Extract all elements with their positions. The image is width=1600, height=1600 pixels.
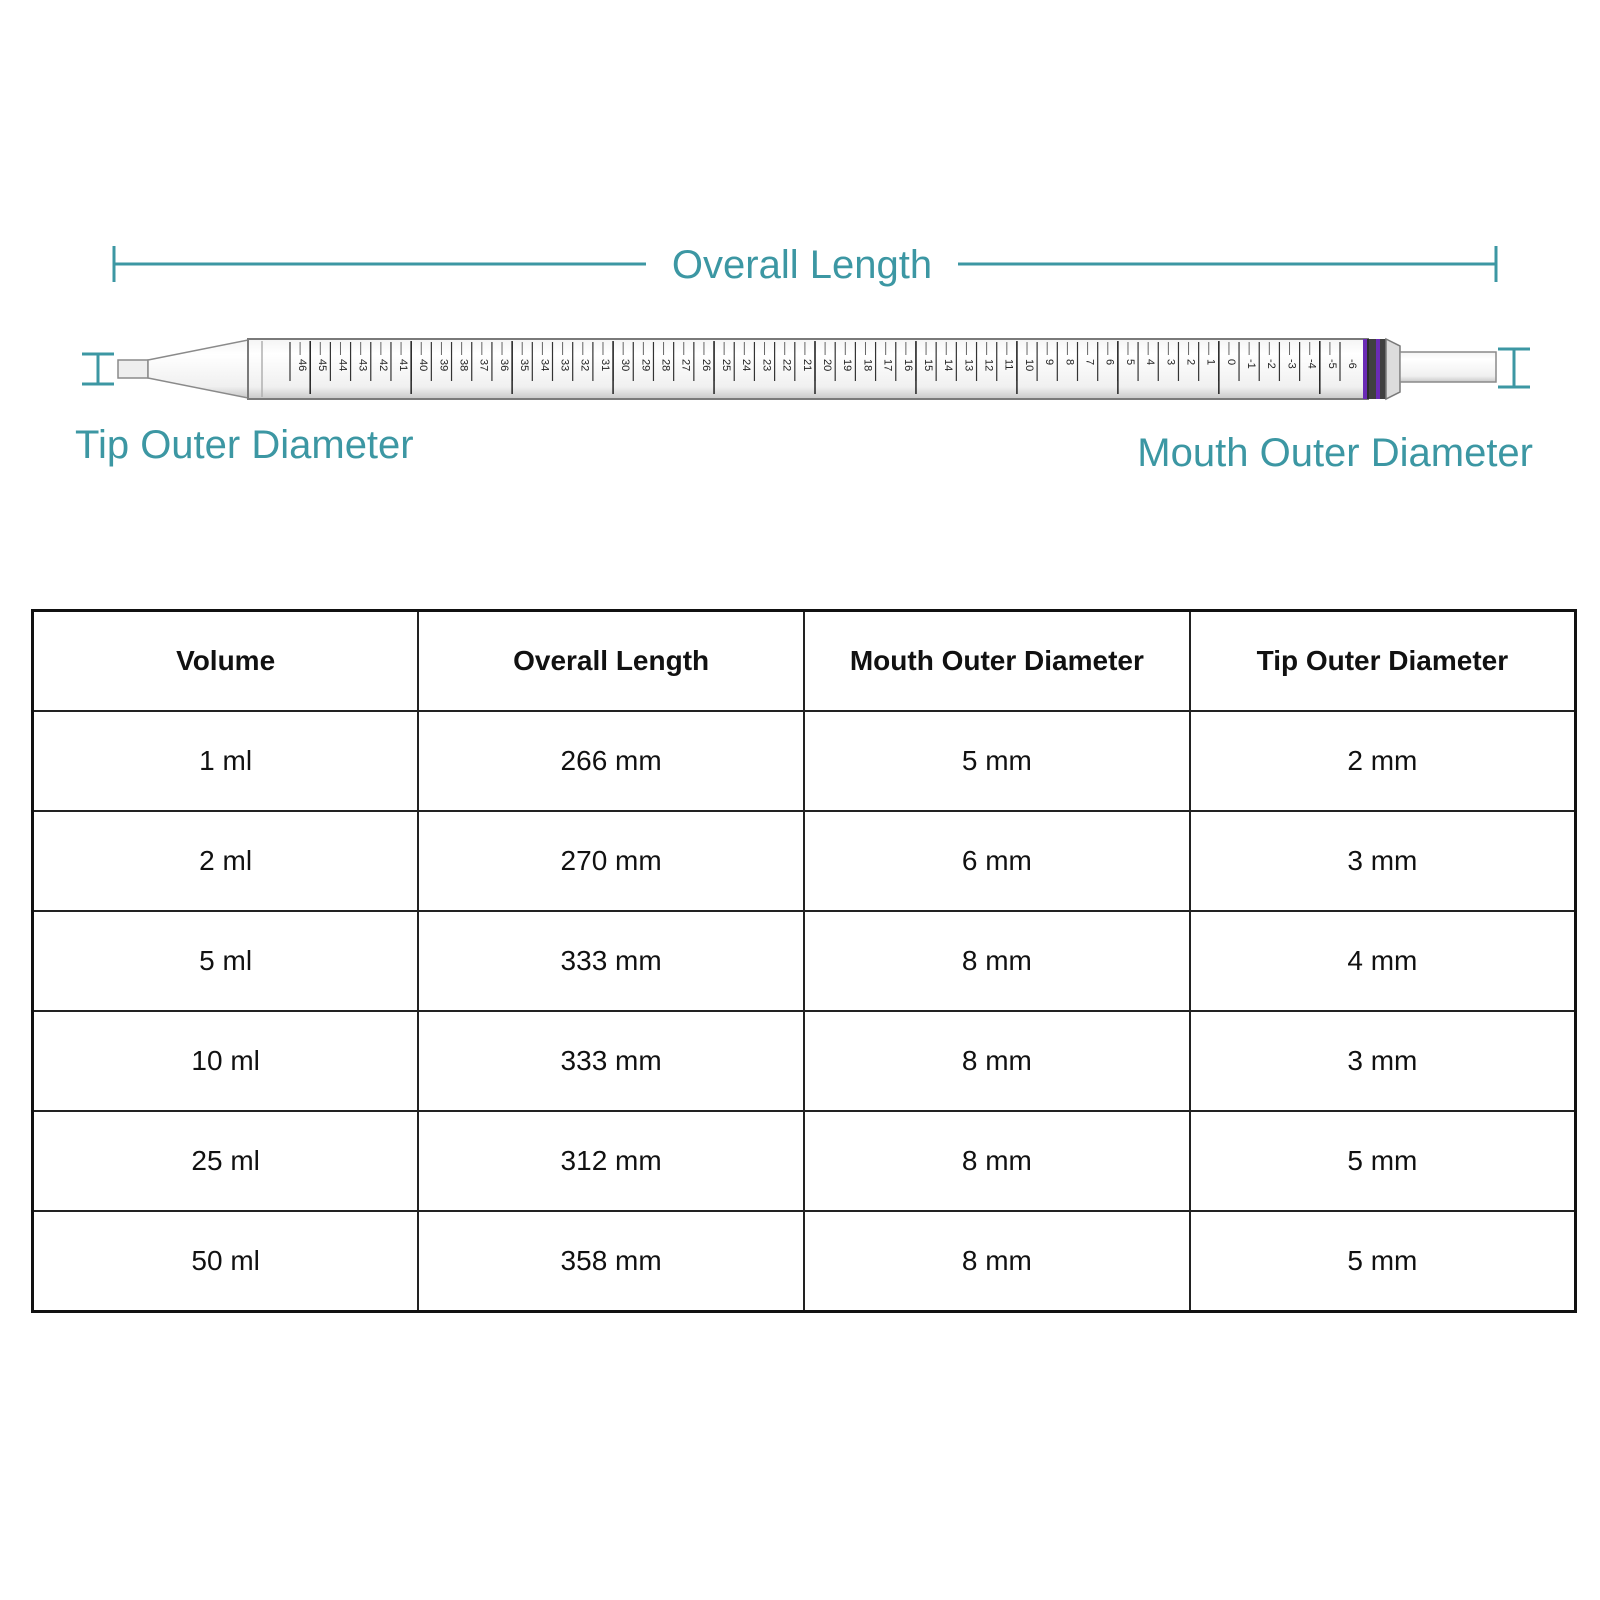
cell-volume: 25 ml (33, 1111, 419, 1211)
cell-overall-length: 270 mm (418, 811, 804, 911)
graduation-label: -2 (1265, 359, 1278, 369)
pipette-tip (118, 360, 148, 378)
cell-tip-diameter: 2 mm (1190, 711, 1576, 811)
header-tip-outer-diameter: Tip Outer Diameter (1190, 611, 1576, 712)
cell-tip-diameter: 3 mm (1190, 1011, 1576, 1111)
pipette-mouth (1400, 352, 1496, 382)
cell-overall-length: 312 mm (418, 1111, 804, 1211)
graduation-label: 30 (619, 359, 632, 372)
cell-tip-diameter: 5 mm (1190, 1211, 1576, 1312)
graduation-label: 39 (437, 359, 450, 372)
graduation-label: 44 (336, 359, 349, 372)
overall-length-label: Overall Length (671, 243, 933, 287)
cell-volume: 1 ml (33, 711, 419, 811)
cell-mouth-diameter: 8 mm (804, 1211, 1190, 1312)
tip-diameter-marker (82, 354, 114, 384)
graduation-label: 27 (679, 359, 692, 372)
graduation-label: 33 (558, 359, 571, 372)
cell-volume: 2 ml (33, 811, 419, 911)
graduation-label: 1 (1204, 359, 1217, 366)
graduation-label: 2 (1184, 359, 1197, 366)
graduation-label: -5 (1325, 359, 1338, 369)
graduation-label: 14 (942, 359, 955, 372)
graduation-label: 12 (982, 359, 995, 372)
graduation-label: 16 (901, 359, 914, 372)
cell-overall-length: 333 mm (418, 911, 804, 1011)
graduation-label: 34 (538, 359, 551, 372)
graduation-label: -1 (1245, 359, 1258, 369)
graduation-label: 5 (1123, 359, 1136, 366)
graduation-label: 29 (639, 359, 652, 372)
graduation-label: 26 (699, 359, 712, 372)
graduation-label: 21 (800, 359, 813, 372)
graduation-label: 17 (881, 359, 894, 372)
cell-tip-diameter: 5 mm (1190, 1111, 1576, 1211)
mouth-diameter-marker (1498, 349, 1530, 387)
pipette-shoulder (1386, 339, 1400, 399)
cell-overall-length: 358 mm (418, 1211, 804, 1312)
graduation-label: 6 (1103, 359, 1116, 366)
graduation-label: 37 (477, 359, 490, 372)
table-row (33, 911, 1576, 1011)
graduation-label: 7 (1083, 359, 1096, 366)
color-band-2 (1376, 339, 1380, 399)
graduation-label: 46 (296, 359, 308, 372)
graduation-label: 41 (396, 359, 409, 372)
color-band-1 (1363, 339, 1367, 399)
cell-tip-diameter: 4 mm (1190, 911, 1576, 1011)
specification-table (31, 609, 1577, 1313)
graduation-label: 10 (1022, 359, 1035, 372)
graduation-label: 20 (821, 359, 833, 372)
graduation-label: -3 (1285, 359, 1298, 369)
table-header-row (33, 611, 1576, 712)
table-row (33, 711, 1576, 811)
pipette (118, 339, 1496, 399)
graduation-label: -6 (1346, 359, 1358, 369)
graduation-label: 35 (518, 359, 531, 372)
graduation-label: 45 (316, 359, 329, 372)
mouth-diameter-label: Mouth Outer Diameter (1137, 431, 1533, 475)
graduation-label: -4 (1305, 359, 1318, 369)
graduation-label: 40 (417, 359, 430, 372)
graduation-label: 8 (1063, 359, 1076, 366)
graduation-label: 4 (1144, 359, 1157, 366)
graduation-label: 9 (1043, 359, 1056, 366)
graduation-label: 25 (720, 359, 733, 372)
graduation-label: 11 (1002, 359, 1015, 371)
graduation-label: 42 (376, 359, 389, 372)
header-volume: Volume (33, 611, 419, 712)
graduation-label: 13 (962, 359, 975, 372)
header-overall-length: Overall Length (418, 611, 804, 712)
cell-overall-length: 333 mm (418, 1011, 804, 1111)
table-row (33, 1011, 1576, 1111)
tip-diameter-label: Tip Outer Diameter (75, 423, 414, 467)
graduation-label: 3 (1164, 359, 1177, 366)
cell-mouth-diameter: 8 mm (804, 1111, 1190, 1211)
cell-mouth-diameter: 8 mm (804, 911, 1190, 1011)
graduation-label: 31 (598, 359, 611, 372)
pipette-taper (148, 340, 248, 398)
graduation-label: 32 (578, 359, 591, 372)
graduation-label: 22 (780, 359, 793, 372)
graduation-label: 15 (921, 359, 934, 372)
graduation-label: 19 (841, 359, 854, 372)
table-row (33, 811, 1576, 911)
cell-volume: 50 ml (33, 1211, 419, 1312)
cell-volume: 10 ml (33, 1011, 419, 1111)
header-mouth-outer-diameter: Mouth Outer Diameter (804, 611, 1190, 712)
table-row (33, 1211, 1576, 1312)
graduation-label: 24 (740, 359, 753, 372)
cell-volume: 5 ml (33, 911, 419, 1011)
cell-mouth-diameter: 6 mm (804, 811, 1190, 911)
graduation-label: 0 (1224, 359, 1237, 366)
graduation-label: 36 (497, 359, 510, 372)
cell-overall-length: 266 mm (418, 711, 804, 811)
pipette-diagram (0, 0, 1600, 560)
cell-tip-diameter: 3 mm (1190, 811, 1576, 911)
cell-mouth-diameter: 8 mm (804, 1011, 1190, 1111)
table-row (33, 1111, 1576, 1211)
graduation-label: 43 (356, 359, 369, 372)
graduation-label: 28 (659, 359, 672, 372)
cell-mouth-diameter: 5 mm (804, 711, 1190, 811)
graduation-label: 38 (457, 359, 470, 372)
graduation-label: 18 (861, 359, 874, 372)
graduation-label: 23 (760, 359, 773, 372)
